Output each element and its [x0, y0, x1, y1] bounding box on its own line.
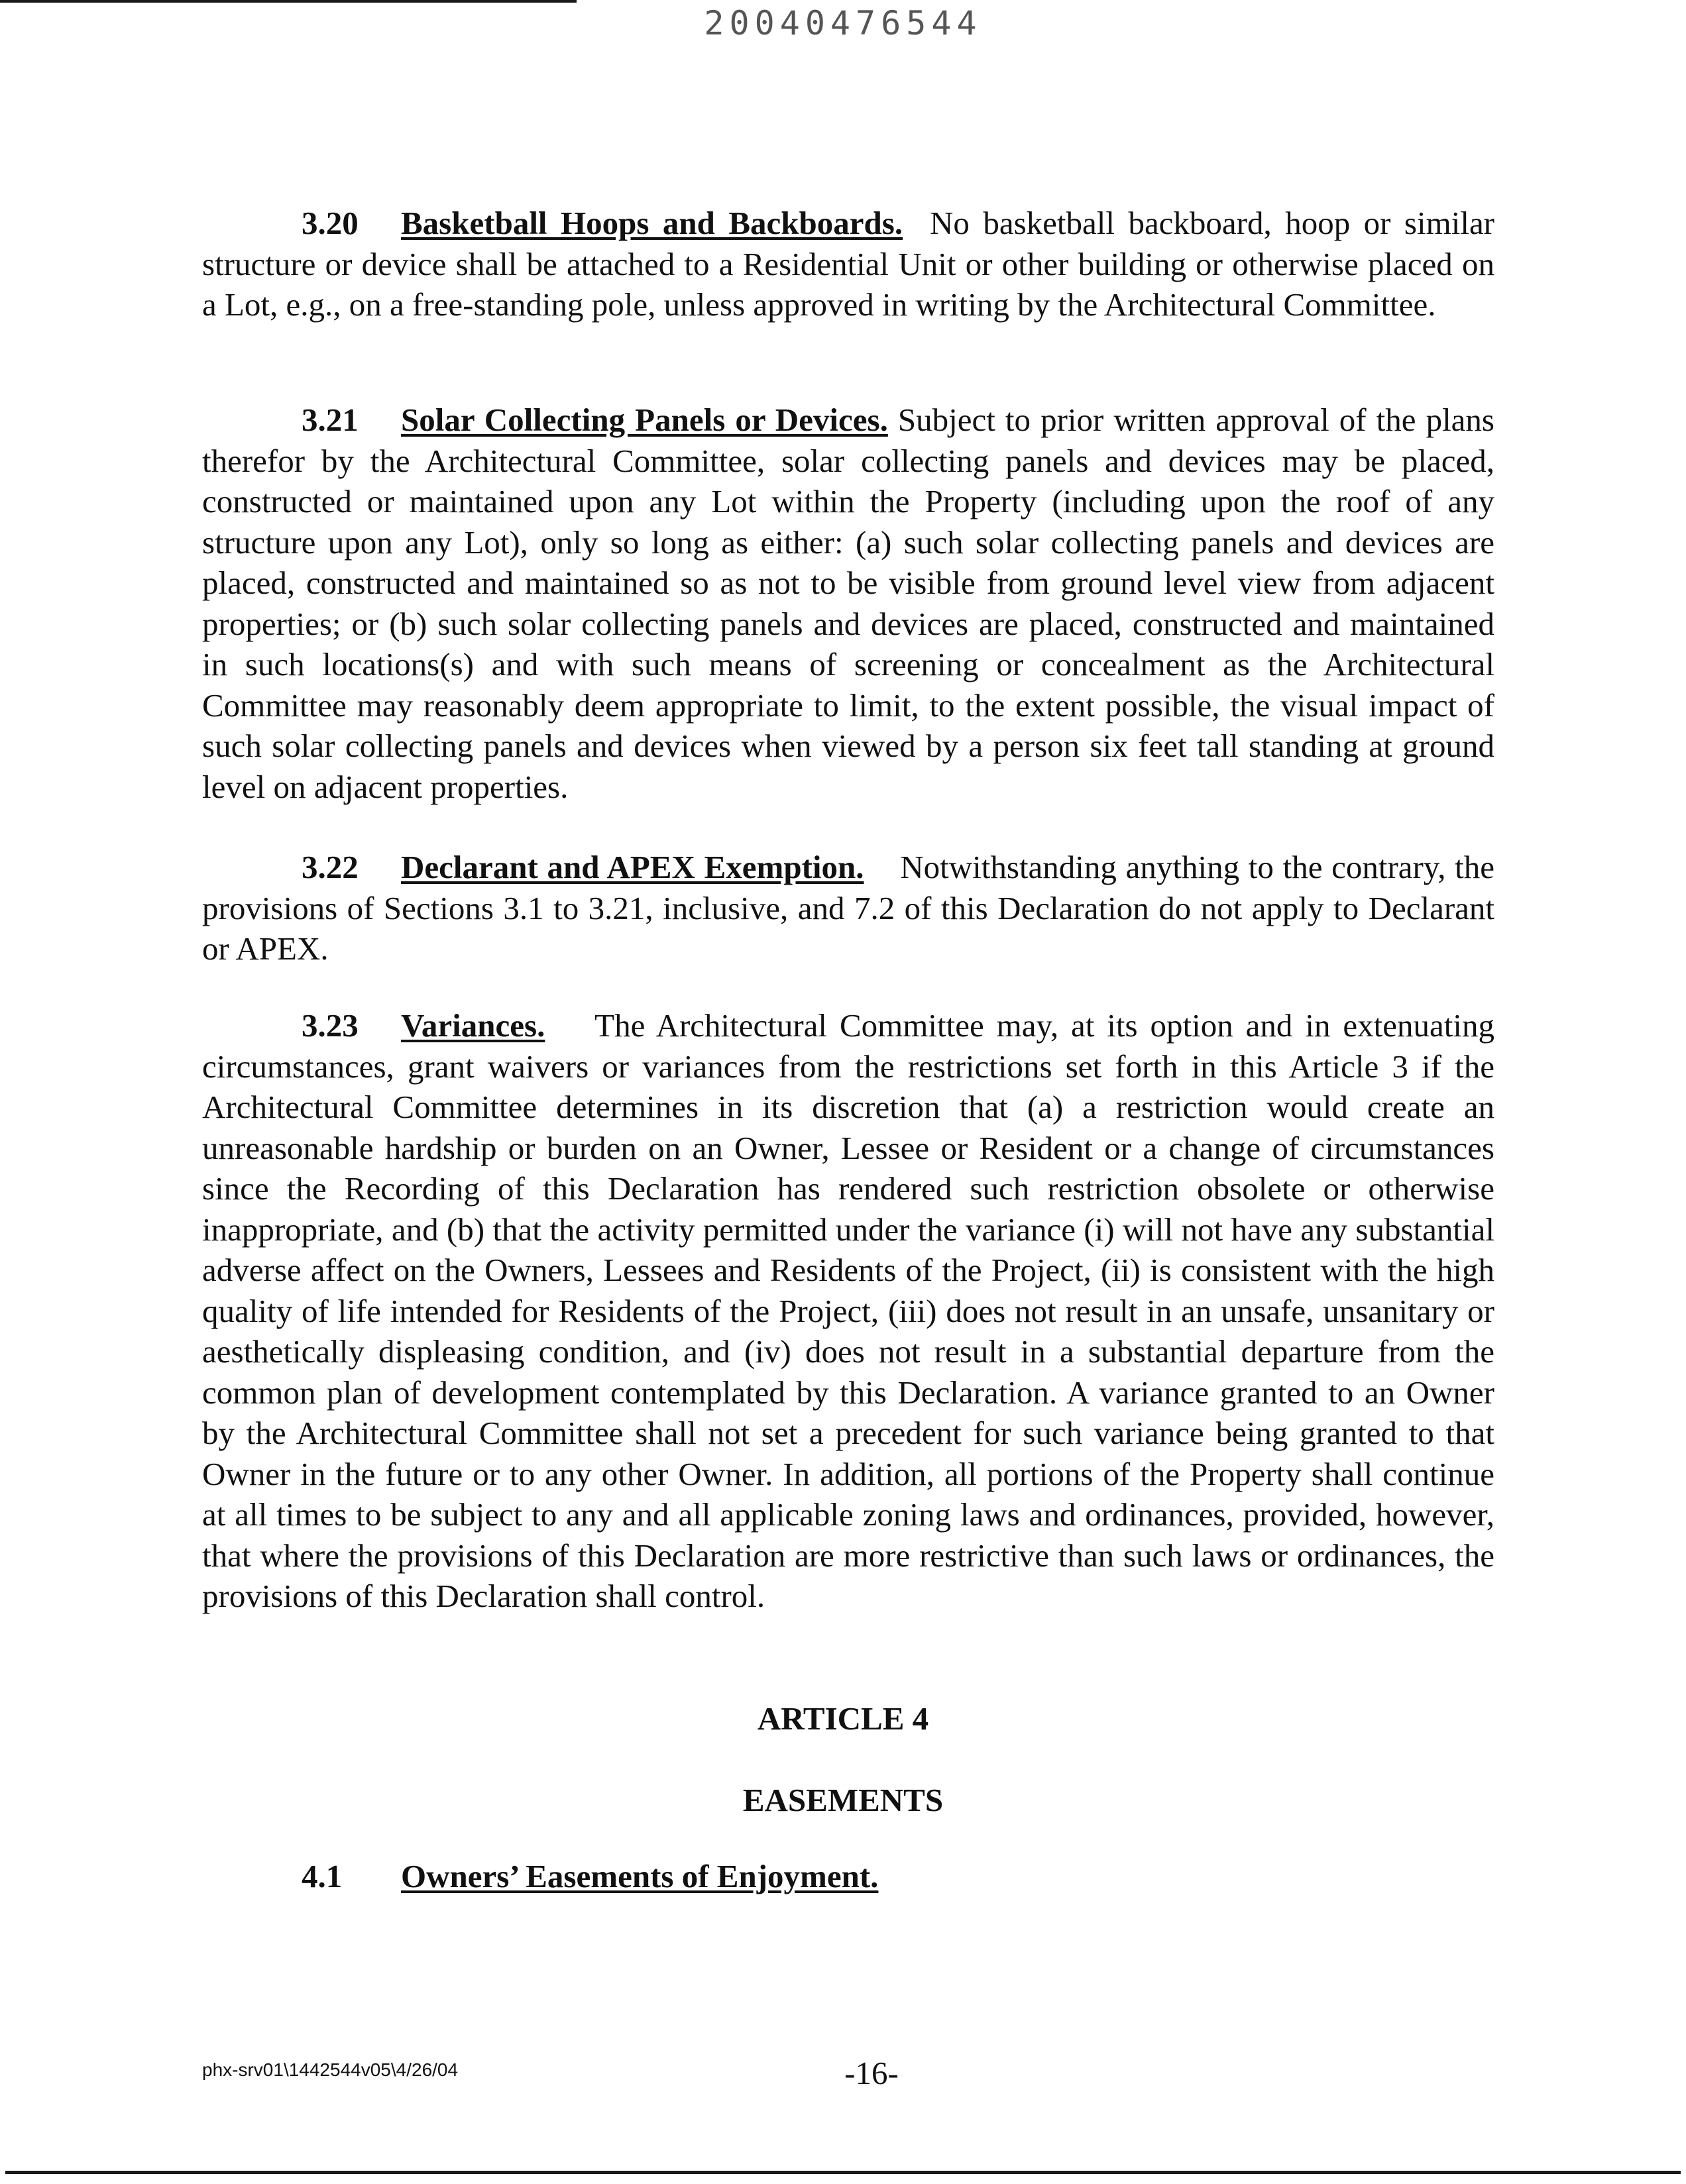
bottom-rule — [5, 2171, 1681, 2174]
section-title: Basketball Hoops and Backboards. — [401, 205, 903, 241]
section-paragraph — [202, 400, 1494, 807]
section-paragraph — [202, 847, 1494, 969]
page-number: -16- — [844, 2055, 899, 2091]
section-number: 3.22 — [302, 849, 359, 885]
section-title: Declarant and APEX Exemption. — [401, 849, 864, 885]
footer-file-path: phx-srv01\1442544v05\4/26/04 — [202, 2059, 459, 2080]
subsection-number: 4.1 — [302, 1858, 343, 1894]
section-3-22 — [202, 847, 1494, 969]
top-rule — [0, 0, 577, 3]
section-paragraph — [202, 203, 1494, 325]
section-title: Variances. — [401, 1007, 545, 1044]
article-label: ARTICLE 4 — [757, 1700, 929, 1737]
section-3-23 — [202, 1005, 1494, 1617]
section-number: 3.20 — [302, 205, 359, 241]
section-number: 3.21 — [302, 402, 359, 438]
article-title: EASEMENTS — [742, 1782, 944, 1818]
section-text: Notwithstanding anything to the contrary, the provisions of Sections 3.1 to 3.21, inclusive, and 7.2 of this Declaration do not apply to Declarant or APEX. — [202, 849, 1494, 967]
document-number: 20040476544 — [704, 4, 982, 42]
subsection-title: Owners’ Easements of Enjoyment. — [401, 1858, 879, 1894]
section-text: Subject to prior written approval of the plans therefor by the Architectural Committee, solar collecting panels and devices may be placed, constructed or maintained upon any Lot within the Property (including upon the roof of any structure upon any Lot), only so long as either: (a) such solar collecting panels and devices are placed, constructed and maintained so as not to be visible from ground level view from adjacent properties; or (b) such solar collecting panels and devices are placed, constructed and maintained in such locations(s) and with such means of screening or concealment as the Architectural Committee may reasonably deem appropriate to limit, to the extent possible, the visual impact of such solar collecting panels and devices when viewed by a person six feet tall standing at ground level on adjacent properties. — [202, 402, 1494, 805]
section-3-20 — [202, 203, 1494, 325]
section-text: The Architectural Committee may, at its option and in extenuating circumstances, grant waivers or variances from the restrictions set forth in this Article 3 if the Architectural Committee determines in its discretion that (a) a restriction would create an unreasonable hardship or burden on an Owner, Lessee or Resident or a change of circumstances since the Recording of this Declaration has rendered such restriction obsolete or otherwise inappropriate, and (b) that the activity permitted under the variance (i) will not have any substantial adverse affect on the Owners, Lessees and Residents of the Project, (ii) is consistent with the high quality of life intended for Residents of the Project, (iii) does not result in an unsafe, unsanitary or aesthetically displeasing condition, and (iv) does not result in a substantial departure from the common plan of development contemplated by this Declaration. A variance granted to an Owner by the Architectural Committee shall not set a precedent for such variance being granted to that Owner in the future or to any other Owner. In addition, all portions of the Property shall continue at all times to be subject to any and all applicable zoning laws and ordinances, provided, however, that where the provisions of this Declaration are more restrictive than such laws or ordinances, the provisions of this Declaration shall control. — [202, 1007, 1494, 1614]
section-title: Solar Collecting Panels or Devices. — [401, 402, 888, 438]
section-text: No basketball backboard, hoop or similar structure or device shall be attached to a Residential Unit or other building or otherwise placed on a Lot, e.g., on a free-standing pole, unless approved in writing by the Architectural Committee. — [202, 205, 1495, 323]
subsection-heading — [302, 1857, 878, 1895]
section-3-21 — [202, 400, 1494, 807]
section-paragraph — [202, 1005, 1494, 1617]
section-number: 3.23 — [302, 1007, 359, 1044]
